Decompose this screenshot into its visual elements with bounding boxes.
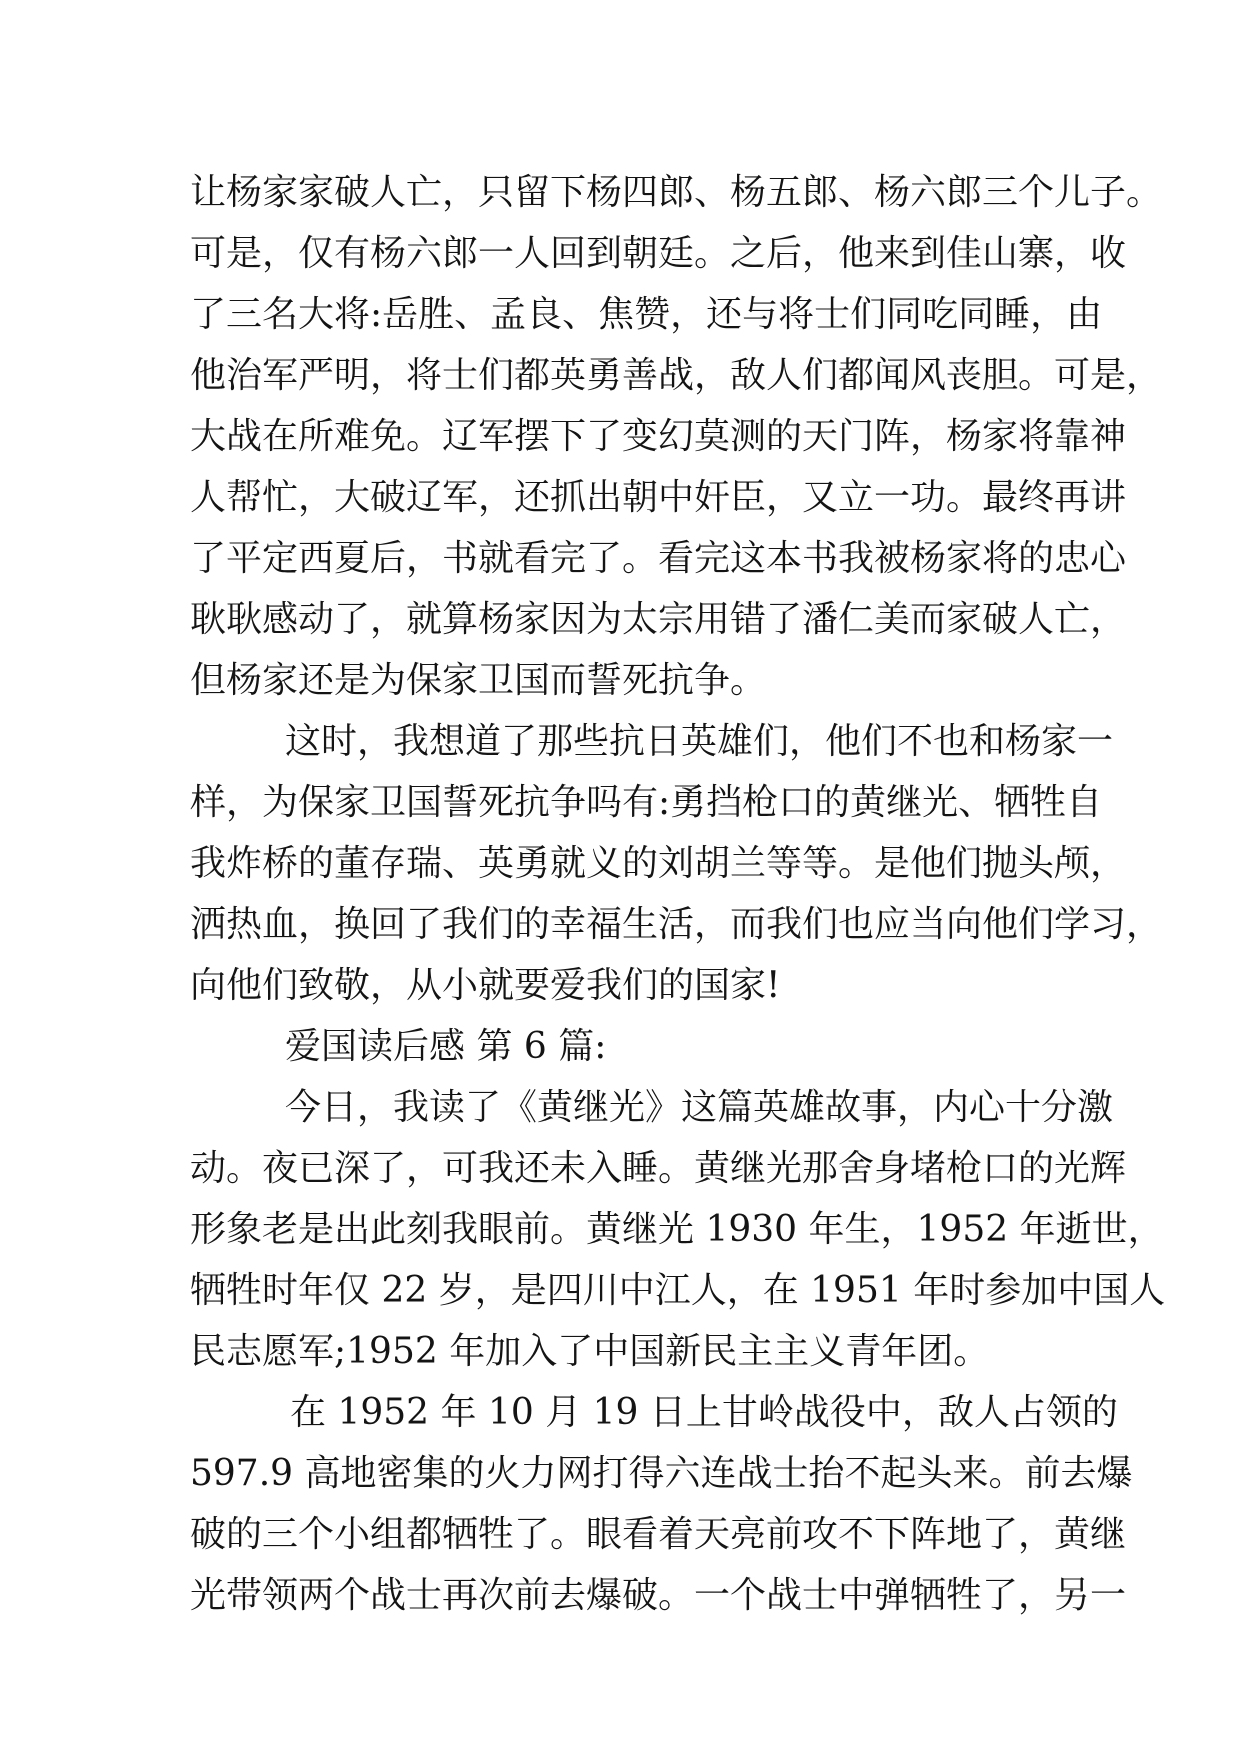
text-line: 我炸桥的董存瑞、英勇就义的刘胡兰等等。是他们抛头颅，	[190, 843, 1127, 884]
text-line: 他治军严明，将士们都英勇善战，敌人们都闻风丧胆。可是，	[190, 355, 1163, 396]
text-line: 向他们致敬，从小就要爱我们的国家!	[190, 965, 781, 1006]
text-line: 但杨家还是为保家卫国而誓死抗争。	[190, 660, 767, 701]
text-line: 民志愿军;1952 年加入了中国新民主主义青年团。	[190, 1331, 990, 1372]
text-line: 洒热血，换回了我们的幸福生活，而我们也应当向他们学习，	[190, 904, 1163, 945]
paragraph	[190, 1077, 1166, 1382]
text-line: 大战在所难免。辽军摆下了变幻莫测的天门阵，杨家将靠神	[190, 416, 1127, 457]
text-line: 今日，我读了《黄继光》这篇英雄故事，内心十分激	[285, 1087, 1114, 1128]
heading-line: 爱国读后感 第 6 篇:	[285, 1026, 607, 1067]
paragraph	[190, 162, 1163, 711]
text-line: 597.9 高地密集的火力网打得六连战士抬不起头来。前去爆	[190, 1453, 1133, 1494]
section-heading	[190, 1016, 1055, 1077]
text-line: 了三名大将:岳胜、孟良、焦赞，还与将士们同吃同睡，由	[190, 294, 1103, 335]
paragraph	[190, 1382, 1133, 1626]
text-line: 破的三个小组都牺牲了。眼看着天亮前攻不下阵地了，黄继	[190, 1514, 1127, 1555]
text-line: 形象老是出此刻我眼前。黄继光 1930 年生，1952 年逝世，	[190, 1209, 1164, 1250]
text-line: 在 1952 年 10 月 19 日上甘岭战役中，敌人占领的	[290, 1392, 1118, 1433]
text-line: 动。夜已深了，可我还未入睡。黄继光那舍身堵枪口的光辉	[190, 1148, 1127, 1189]
text-line: 耿耿感动了，就算杨家因为太宗用错了潘仁美而家破人亡，	[190, 599, 1127, 640]
text-line: 人帮忙，大破辽军，还抓出朝中奸臣，又立一功。最终再讲	[190, 477, 1127, 518]
text-line: 了平定西夏后，书就看完了。看完这本书我被杨家将的忠心	[190, 538, 1127, 579]
text-line: 牺牲时年仅 22 岁，是四川中江人，在 1951 年时参加中国人	[190, 1270, 1166, 1311]
document-body	[190, 162, 1166, 1626]
text-line: 这时，我想道了那些抗日英雄们，他们不也和杨家一	[285, 721, 1114, 762]
text-line: 光带领两个战士再次前去爆破。一个战士中弹牺牲了，另一	[190, 1575, 1127, 1616]
paragraph	[190, 711, 1163, 1016]
text-line: 可是，仅有杨六郎一人回到朝廷。之后，他来到佳山寨，收	[190, 233, 1127, 274]
text-line: 让杨家家破人亡，只留下杨四郎、杨五郎、杨六郎三个儿子。	[190, 172, 1163, 213]
text-line: 样，为保家卫国誓死抗争吗有:勇挡枪口的黄继光、牺牲自	[190, 782, 1103, 823]
